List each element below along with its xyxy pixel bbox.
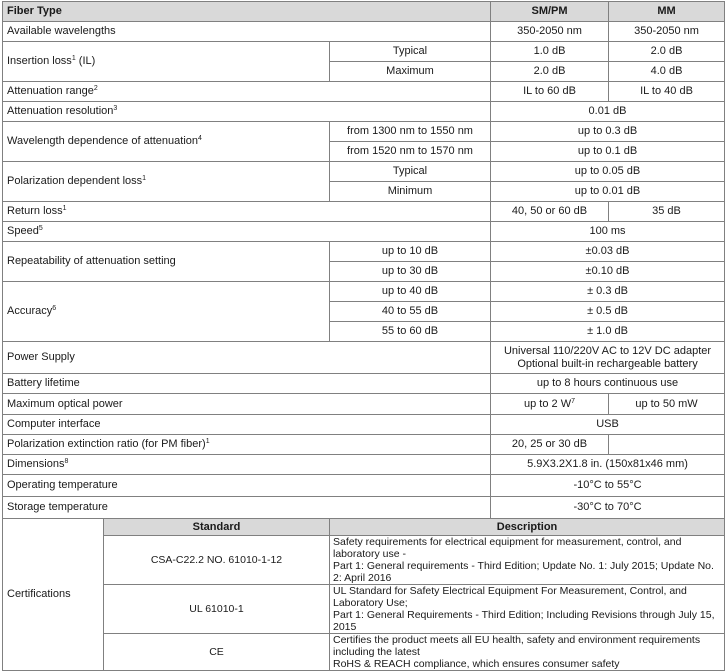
- row-label: Wavelength dependence of attenuation$^4$: [3, 122, 330, 162]
- fiber-type-header: Fiber Type: [3, 2, 491, 22]
- shared-value: 5.9X3.2X1.8 in. (150x81x46 mm): [491, 455, 725, 475]
- return-loss-row: [3, 202, 725, 222]
- shared-value: up to 0.1 dB: [491, 142, 725, 162]
- pdl-row: [3, 162, 725, 182]
- shared-value: -30°C to 70°C: [491, 497, 725, 519]
- sub-label: up to 40 dB: [330, 282, 491, 302]
- sub-label: up to 10 dB: [330, 242, 491, 262]
- per-row: [3, 435, 725, 455]
- row-label: Return loss$^1$: [3, 202, 491, 222]
- row-label: Polarization extinction ratio (for PM fiber)$^1$: [3, 435, 491, 455]
- mm-value: IL to 40 dB: [609, 82, 725, 102]
- sm-value: 40, 50 or 60 dB: [491, 202, 609, 222]
- certification-row: [3, 536, 725, 585]
- sm-value: IL to 60 dB: [491, 82, 609, 102]
- row-label: Polarization dependent loss$^1$: [3, 162, 330, 202]
- mm-header: MM: [609, 2, 725, 22]
- row-label: Accuracy$^6$: [3, 282, 330, 342]
- shared-value: up to 8 hours continuous use: [491, 374, 725, 394]
- sub-label: Typical: [330, 42, 491, 62]
- operating-temp-row: [3, 475, 725, 497]
- speed-row: [3, 222, 725, 242]
- sm-value: 350-2050 nm: [491, 22, 609, 42]
- wavelength-dependence-row: [3, 122, 725, 142]
- wavelengths-row: [3, 22, 725, 42]
- shared-value: 0.01 dB: [491, 102, 725, 122]
- battery-row: [3, 374, 725, 394]
- shared-value: ± 0.5 dB: [491, 302, 725, 322]
- certification-row: [3, 634, 725, 671]
- shared-value: up to 0.3 dB: [491, 122, 725, 142]
- mm-value: 35 dB: [609, 202, 725, 222]
- row-label: Insertion loss$^1$ (IL): [3, 42, 330, 82]
- shared-value: 100 ms: [491, 222, 725, 242]
- shared-value: -10°C to 55°C: [491, 475, 725, 497]
- attenuation-range-row: [3, 82, 725, 102]
- dimensions-row: [3, 455, 725, 475]
- description-header: Description: [330, 519, 725, 536]
- row-label: Operating temperature: [3, 475, 491, 497]
- sub-label: up to 30 dB: [330, 262, 491, 282]
- standard-description: Safety requirements for electrical equipment for measurement, control, and laboratory use - Part 1: General requirements - Third Edition; Update No. 1: July 2015; Update No. 2: April 2016: [330, 536, 725, 585]
- mm-value: 350-2050 nm: [609, 22, 725, 42]
- row-label: Maximum optical power: [3, 394, 491, 415]
- sub-label: from 1520 nm to 1570 nm: [330, 142, 491, 162]
- mm-value: [609, 435, 725, 455]
- row-label: Available wavelengths: [3, 22, 491, 42]
- shared-value: ±0.10 dB: [491, 262, 725, 282]
- row-label: Dimensions$^8$: [3, 455, 491, 475]
- sub-label: 55 to 60 dB: [330, 322, 491, 342]
- certifications-label: Certifications: [3, 519, 104, 671]
- standard-description: UL Standard for Safety Electrical Equipment For Measurement, Control, and Laboratory Use; Part 1: General Requirements - Third Edition; Including Revisions through July 15, 2015: [330, 585, 725, 634]
- mm-value: 4.0 dB: [609, 62, 725, 82]
- shared-value: USB: [491, 415, 725, 435]
- shared-value: ±0.03 dB: [491, 242, 725, 262]
- shared-value: Universal 110/220V AC to 12V DC adapter Optional built-in rechargeable battery: [491, 342, 725, 374]
- power-supply-row: [3, 342, 725, 374]
- shared-value: up to 0.01 dB: [491, 182, 725, 202]
- sub-label: Minimum: [330, 182, 491, 202]
- shared-value: up to 0.05 dB: [491, 162, 725, 182]
- standard-name: CSA-C22.2 NO. 61010-1-12: [104, 536, 330, 585]
- mm-value: up to 50 mW: [609, 394, 725, 415]
- row-label: Repeatability of attenuation setting: [3, 242, 330, 282]
- sm-value: 2.0 dB: [491, 62, 609, 82]
- certification-row: [3, 585, 725, 634]
- shared-value: ± 1.0 dB: [491, 322, 725, 342]
- sm-value: up to 2 $W^7$: [491, 394, 609, 415]
- row-label: Attenuation range$^2$: [3, 82, 491, 102]
- sub-label: Typical: [330, 162, 491, 182]
- row-label: Attenuation resolution$^3$: [3, 102, 491, 122]
- storage-temp-row: [3, 497, 725, 519]
- standard-name: UL 61010-1: [104, 585, 330, 634]
- row-label: Computer interface: [3, 415, 491, 435]
- spec-table: [2, 1, 725, 671]
- header-row: [3, 2, 725, 22]
- row-label: Speed$^5$: [3, 222, 491, 242]
- interface-row: [3, 415, 725, 435]
- insertion-loss-row: [3, 42, 725, 62]
- standard-name: CE: [104, 634, 330, 671]
- repeatability-row: [3, 242, 725, 262]
- sub-label: 40 to 55 dB: [330, 302, 491, 322]
- sub-label: from 1300 nm to 1550 nm: [330, 122, 491, 142]
- standard-header: Standard: [104, 519, 330, 536]
- sub-label: Maximum: [330, 62, 491, 82]
- mm-value: 2.0 dB: [609, 42, 725, 62]
- accuracy-row: [3, 282, 725, 302]
- certifications-header-row: [3, 519, 725, 536]
- sm-pm-header: SM/PM: [491, 2, 609, 22]
- row-label: Power Supply: [3, 342, 491, 374]
- row-label: Storage temperature: [3, 497, 491, 519]
- max-power-row: [3, 394, 725, 415]
- sm-value: 20, 25 or 30 dB: [491, 435, 609, 455]
- attenuation-resolution-row: [3, 102, 725, 122]
- shared-value: ± 0.3 dB: [491, 282, 725, 302]
- row-label: Battery lifetime: [3, 374, 491, 394]
- standard-description: Certifies the product meets all EU health, safety and environment requirements including the latest RoHS & REACH compliance, which ensures consumer safety: [330, 634, 725, 671]
- sm-value: 1.0 dB: [491, 42, 609, 62]
